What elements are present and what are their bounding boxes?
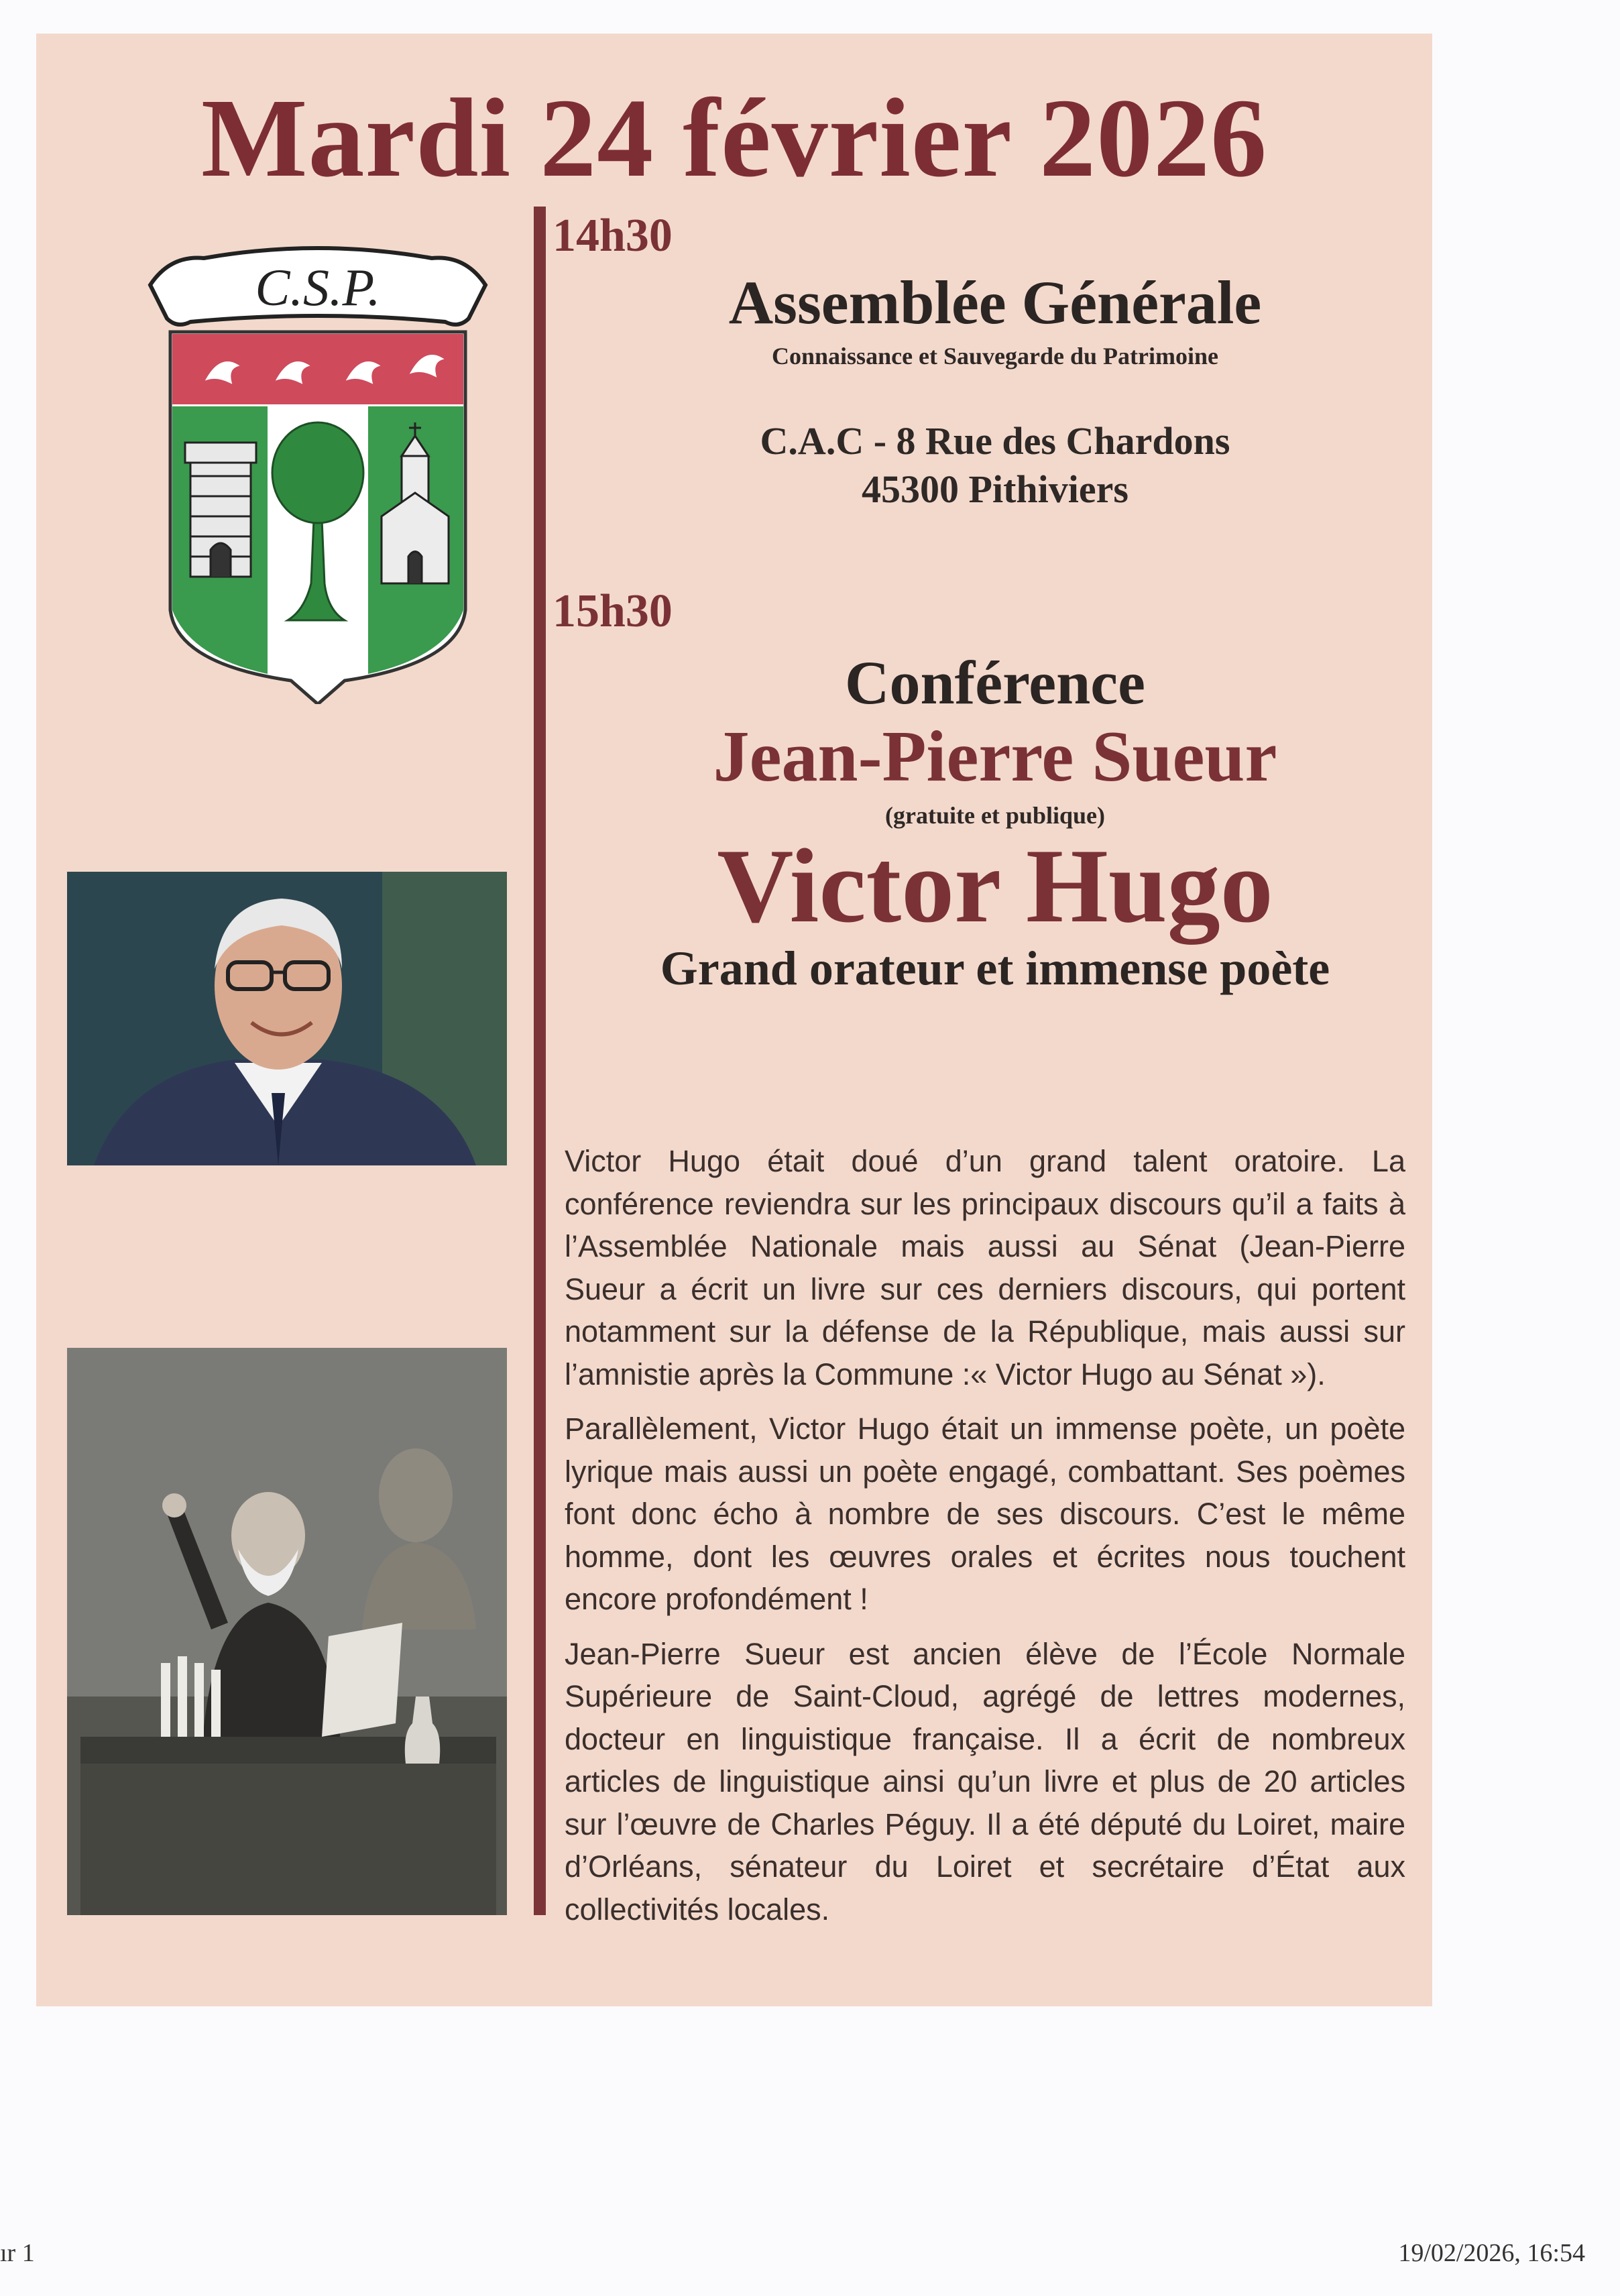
paragraph: Victor Hugo était doué d’un grand talent oratoire. La conférence reviendra sur les principaux discours qu’il a faits à l’Assemblée Nationale mais aussi au Sénat (Jean-Pierre Sueur a écrit un livre sur ces derniers discours, qui portent notamment sur la défense de la République, mais aussi sur l’amnistie après la Commune :« Victor Hugo au Sénat »). (565, 1144, 1405, 1391)
csp-coat-of-arms-logo (143, 235, 492, 704)
session2-topic-subtitle: Grand orateur et immense poète (660, 941, 1330, 995)
session1-time: 14h30 (553, 210, 673, 262)
victor-hugo-painting (67, 1348, 507, 1915)
footer-page-indicator: ır 1 (0, 2239, 35, 2267)
session2-time: 15h30 (553, 585, 673, 637)
event-poster (36, 34, 1432, 2006)
logo-banner-text: C.S.P. (255, 258, 381, 317)
session1-title: Assemblée Générale (728, 268, 1262, 337)
session1-subtitle: Connaissance et Sauvegarde du Patrimoine (772, 343, 1218, 369)
event-date: Mardi 24 février 2026 (200, 76, 1268, 200)
portrait-illustration (67, 872, 507, 1165)
session2-topic: Victor Hugo (717, 827, 1273, 945)
session1-address-line2: 45300 Pithiviers (862, 467, 1129, 511)
footer-timestamp: 19/02/2026, 16:54 (1398, 2239, 1585, 2267)
paragraph: Parallèlement, Victor Hugo était un immense poète, un poète lyrique mais aussi un poète engagé, combattant. Ses poèmes font donc écho à nombre de ses discours. C’est le même homme, dont les œuvres orales et écrites nous touchent encore profondément ! (565, 1412, 1405, 1616)
session1-address-line1: C.A.C - 8 Rue des Chardons (760, 419, 1230, 463)
session2-kind: Conférence (845, 648, 1145, 717)
session2-block (559, 647, 1431, 996)
session1-block (559, 267, 1431, 514)
session2-access: (gratuite et publique) (885, 802, 1105, 829)
vertical-divider (534, 207, 546, 1915)
session2-speaker: Jean-Pierre Sueur (713, 717, 1277, 797)
painting-illustration (67, 1348, 507, 1915)
description-text (565, 1140, 1405, 1943)
speaker-portrait-photo (67, 872, 507, 1165)
paragraph: Jean-Pierre Sueur est ancien élève de l’École Normale Supérieure de Saint-Cloud, agrégé de lettres modernes, docteur en linguistique française. Il a écrit de nombreux articles de linguistique ainsi qu’un livre et plus de 20 articles sur l’œuvre de Charles Péguy. Il a été député du Loiret, maire d’Orléans, sénateur du Loiret et secrétaire d’État aux collectivités locales. (565, 1636, 1405, 1927)
